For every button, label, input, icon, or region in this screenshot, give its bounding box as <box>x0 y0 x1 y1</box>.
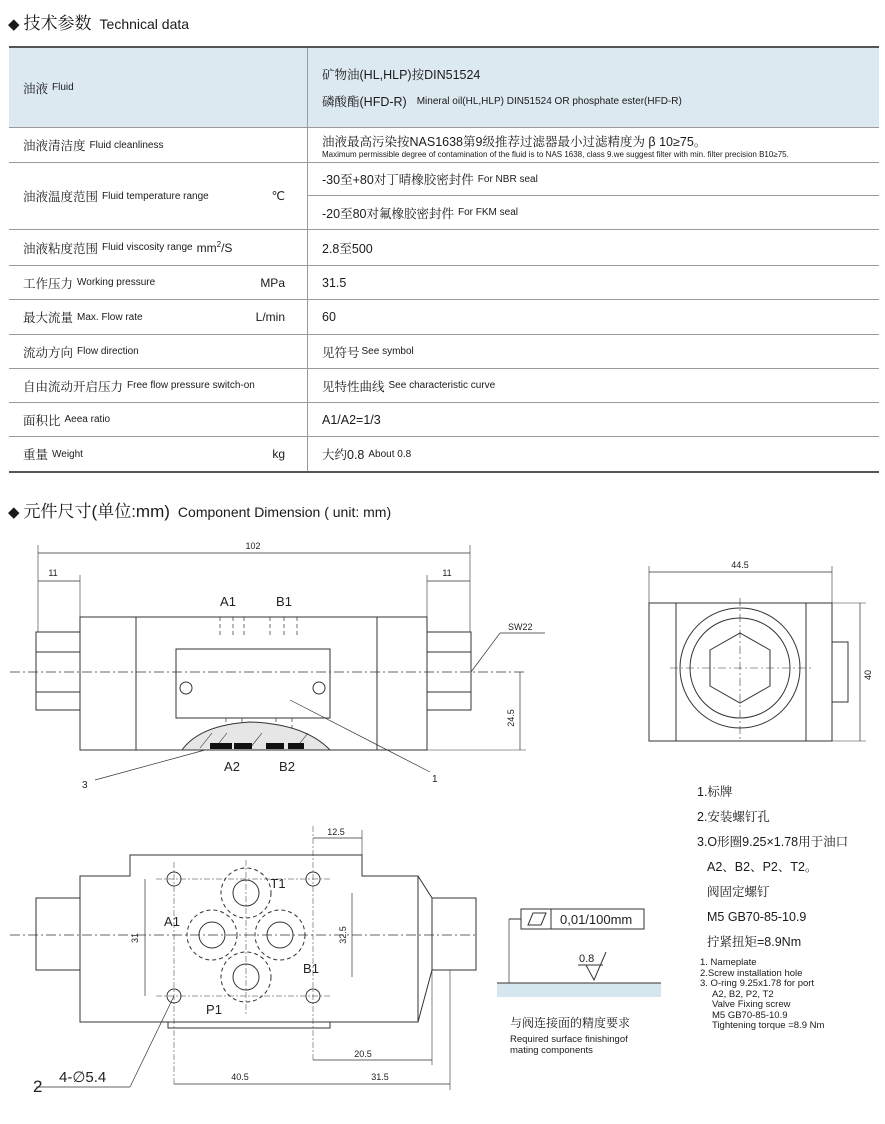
dim-44-5: 44.5 <box>731 560 749 570</box>
dim-102: 102 <box>245 541 261 551</box>
label-b2: B2 <box>279 759 295 774</box>
table-row-viscosity: 油液粘度范围 Fluid viscosity range $mm^2/S$ 2.8至500 <box>9 230 879 266</box>
technical-data-title: ◆ 技术参数 Technical data <box>8 14 190 33</box>
label-b1-front: B1 <box>276 594 292 609</box>
notes-en: 1. Nameplate 2.Screw installation hole 3. O-ring 9.25x1.78 for port A2, B2, P2, T2 Valve Fixing screw M5 GB70-85-10.9 Tightening torque =8.9 Nm <box>700 957 825 1031</box>
table-row-flow: 最大流量 Max. Flow rate L/min 60 <box>9 300 879 335</box>
dim-31-5: 31.5 <box>371 1072 389 1082</box>
side-view <box>649 566 866 742</box>
dim-31: 31 <box>130 932 140 944</box>
table-row-cleanliness: 油液清洁度 Fluid cleanliness 油液最高污染按NAS1638第9级推荐过滤器最小过滤精度为 β 10≥75。 Maximum permissible degree of contamination of the fluid is to NAS 1638, class 9.we suggest filter with min. filter precision B10≥75. <box>9 128 879 163</box>
dim-20-5: 20.5 <box>354 1049 372 1059</box>
label-a1-front: A1 <box>220 594 236 609</box>
table-row-direction: 流动方向 Flow direction 见符号 See symbol <box>9 335 879 369</box>
callout-2: 2 <box>33 1077 43 1096</box>
table-row-temperature: 油液温度范围 Fluid temperature range ℃ -30至+80对丁晴橡胶密封件 For NBR seal -20至80对氟橡胶密封件 For FKM seal <box>9 163 879 230</box>
bottom-view <box>10 826 476 1090</box>
dim-11-right: 11 <box>442 568 452 578</box>
diamond-bullet-icon: ◆ <box>8 504 20 521</box>
dim-40: 40 <box>863 669 873 681</box>
roughness-value: 0.8 <box>579 953 595 965</box>
notes-cn: 1.标牌 2.安装螺钉孔 3.O形圈9.25×1.78用于油口 A2、B2、P2、T2。 阀固定螺钉 M5 GB70-85-10.9 拧紧扭矩=8.9Nm <box>697 785 849 949</box>
diamond-bullet-icon: ◆ <box>8 16 20 33</box>
label-a2: A2 <box>224 759 240 774</box>
tolerance-value: 0,01/100mm <box>560 912 633 927</box>
table-row-weight: 重量 Weight kg 大约0.8 About 0.8 <box>9 437 879 471</box>
label-sw22: SW22 <box>508 622 533 632</box>
component-dimension-title: ◆ 元件尺寸(单位:mm) Component Dimension ( unit: mm) <box>8 502 392 521</box>
label-b1-bottom: B1 <box>303 961 319 976</box>
table-row-area: 面积比 Aeea ratio A1/A2=1/3 <box>9 403 879 437</box>
dim-24-5: 24.5 <box>506 709 516 727</box>
callout-1: 1 <box>432 774 438 785</box>
label-t1: T1 <box>270 876 286 891</box>
dim-32-5: 32.5 <box>338 926 348 944</box>
callout-3: 3 <box>82 780 88 791</box>
table-row-fluid: 油液 Fluid 矿物油(HL,HLP)按DIN51524 磷酸酯(HFD-R) Mineral oil(HL,HLP) DIN51524 OR phosphate ester(HFD-R) <box>9 48 879 128</box>
label-a1-bottom: A1 <box>164 914 180 929</box>
label-p1: P1 <box>206 1002 222 1017</box>
dim-11-left: 11 <box>48 568 58 578</box>
front-view <box>10 545 545 780</box>
table-row-switch-on: 自由流动开启压力 Free flow pressure switch-on 见特性曲线 See characteristic curve <box>9 369 879 403</box>
dim-12-5: 12.5 <box>327 827 345 837</box>
surface-note: 与阀连接面的精度要求 Required surface finishingof mating components <box>510 1016 631 1056</box>
dim-40-5: 40.5 <box>231 1072 249 1082</box>
holes-spec: 4-∅5.4 <box>59 1069 107 1086</box>
table-row-pressure: 工作压力 Working pressure MPa 31.5 <box>9 266 879 300</box>
